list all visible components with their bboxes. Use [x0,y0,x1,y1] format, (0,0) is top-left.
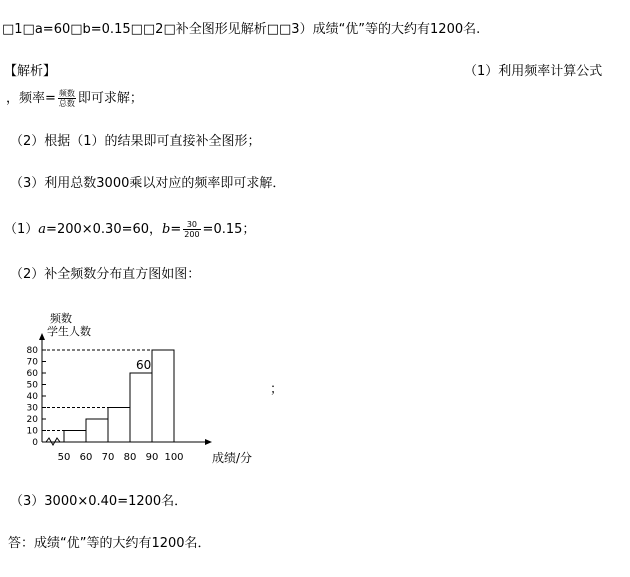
part1-label: （1） [4,222,39,237]
x-tick-label: 100 [164,452,184,463]
y-tick-label: 20 [26,415,38,425]
analysis-step1-right: （1）利用频率计算公式 [464,64,603,79]
x-tick-label: 90 [145,452,159,463]
b-equals: = [170,222,182,237]
y-axis-title-2: 学生人数 [47,325,91,338]
histogram-bar [152,350,174,442]
solution-part2: （2）补全频数分布直方图如图： [10,267,201,282]
histogram-bar [130,373,152,442]
y-tick-label: 60 [26,369,38,379]
histogram-bar [64,431,86,443]
conclusion: 答：成绩“优”等的大约有1200名． [8,536,211,551]
y-tick-label: 50 [26,380,38,391]
frequency-histogram [0,308,270,468]
formula-suffix: 即可求解； [77,91,143,106]
bar-annotation: 60 [136,358,152,372]
x-axis-label: 成绩/分 [212,451,253,465]
y-tick-label: 30 [26,403,38,414]
analysis-step3: （3）利用总数3000乘以对应的频率即可求解． [10,176,286,191]
y-axis-title-1: 频数 [50,312,72,325]
x-axis-arrow [205,439,212,445]
x-tick-label: 50 [57,452,71,463]
b-numerator: 30 [183,220,200,230]
y-tick-label: 70 [26,357,38,368]
y-tick-label: 40 [26,392,38,402]
var-a: a [38,222,47,237]
y-tick-label: 10 [26,426,38,437]
y-tick-label: 0 [32,438,38,448]
histogram-bar [86,419,108,442]
a-expression: =200×0.30=60， [46,222,163,237]
y-tick-label: 80 [26,346,38,356]
formula-numerator: 频数 [58,89,75,98]
formula-fraction [58,89,76,108]
x-tick-label: 70 [101,452,115,463]
formula-prefix: ，频率= [6,91,56,106]
bars [64,350,174,442]
solution-part1 [4,219,255,241]
b-denominator: 200 [184,230,200,239]
b-fraction [183,220,200,239]
y-tick-labels [27,346,39,448]
histogram-bar [108,408,130,443]
x-tick-labels [58,452,184,463]
b-result: =0.15； [202,222,256,237]
answer-line: □1□a=60□b=0.15□□2□补全图形见解析□□3）成绩“优”等的大约有1200名. [2,22,481,37]
frequency-formula [6,88,143,110]
analysis-step2: （2）根据（1）的结果即可直接补全图形； [10,134,261,149]
x-tick-label: 80 [123,452,137,463]
x-tick-label: 60 [79,452,93,463]
formula-denominator: 总数 [58,99,75,108]
analysis-heading: 【解析】 [4,64,57,79]
solution-part3: （3）3000×0.40=1200名． [10,494,188,509]
var-b: b [162,222,171,237]
semicolon: ； [270,382,284,397]
y-axis-arrow [39,333,45,340]
